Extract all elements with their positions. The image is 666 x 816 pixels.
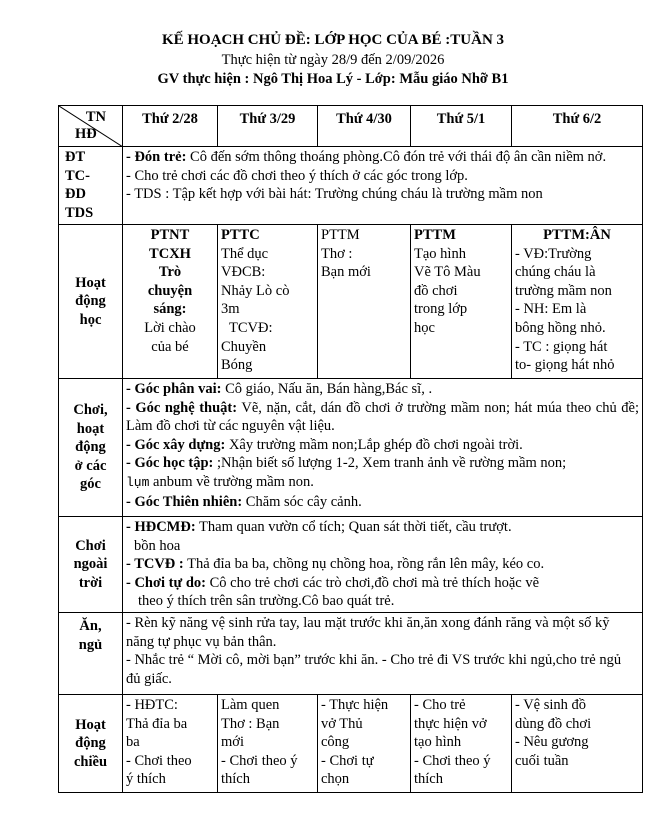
outdoor-content: - HĐCMĐ: Tham quan vườn cổ tích; Quan sát thời tiết, cầu trượt. bồn hoa - TCVĐ : Thả đỉa ba ba, chồng nụ chồng hoa, rồng rắn lên mây, kéo co. - Chơi tự do: Cô cho trẻ chơi các trò chơi,đồ chơi mà trẻ thích hoặc vẽ theo ý thích trên sân trường.Cô bao quát trẻ. — [123, 517, 643, 613]
row-corners — [59, 379, 643, 517]
learning-wed: PTTM Thơ : Bạn mới — [318, 225, 411, 379]
row-afternoon — [59, 694, 643, 792]
date-range: Thực hiện từ ngày 28/9 đến 2/09/2026 — [221, 52, 445, 68]
row-meal — [59, 612, 643, 694]
welcome-content: - Đón trẻ: Cô đến sớm thông thoáng phòng.Cô đón trẻ với thái độ ân cần niềm nở. - Cho trẻ chơi các đồ chơi theo ý thích ở các góc trong lớp. - TDS : Tập kết hợp với bài hát: Trường chúng cháu là trường mầm non — [123, 147, 643, 225]
day-header-mon: Thứ 2/28 — [123, 106, 218, 147]
day-header-fri: Thứ 6/2 — [512, 106, 643, 147]
corners-content: - Góc phân vai: Cô giáo, Nấu ăn, Bán hàng,Bác sĩ, . - Góc nghệ thuật: Vẽ, nặn, cắt, dán đồ chơi ở trường mầm non; hát múa theo chủ đề; Làm đồ chơi từ các nguyên vật liệu. - Góc xây dựng: Xây trường mầm non;Lắp ghép đồ chơi ngoài trời. - Góc học tập: ;Nhận biết số lượng 1-2, Xem tranh ảnh về rường mầm non; lụm anbum về trường mầm non. - Góc Thiên nhiên: Chăm sóc cây cảnh. — [123, 379, 643, 517]
learning-tue: PTTC Thể dục VĐCB: Nhảy Lò cò 3m TCVĐ: Chuyền Bóng — [218, 225, 318, 379]
corner-top-label: TN — [85, 109, 106, 125]
row-outdoor — [59, 517, 643, 613]
day-header-tue: Thứ 3/29 — [218, 106, 318, 147]
label-welcome: ĐT TC- ĐD TDS — [59, 147, 123, 225]
corner-bottom-label: HĐ — [75, 126, 97, 142]
day-header-wed: Thứ 4/30 — [318, 106, 411, 147]
header-row — [59, 106, 643, 147]
afternoon-thu: - Cho trẻ thực hiện vở tạo hình - Chơi theo ý thích — [411, 694, 512, 792]
label-learning: Hoạt động học — [59, 225, 123, 379]
label-afternoon: Hoạt động chiều — [59, 694, 123, 792]
afternoon-tue: Làm quen Thơ : Bạn mới - Chơi theo ý thích — [218, 694, 318, 792]
plan-title: KẾ HOẠCH CHỦ ĐỀ: LỚP HỌC CỦA BÉ :TUẦN 3 — [161, 32, 505, 48]
day-header-thu: Thứ 5/1 — [411, 106, 512, 147]
afternoon-mon: - HĐTC: Thả đỉa ba ba - Chơi theo ý thích — [123, 694, 218, 792]
label-corners: Chơi, hoạt động ở các góc — [59, 379, 123, 517]
weekly-plan-table — [58, 105, 643, 793]
label-outdoor: Chơi ngoài trời — [59, 517, 123, 613]
teacher-line: GV thực hiện : Ngô Thị Hoa Lý - Lớp: Mẫu giáo Nhỡ B1 — [157, 71, 509, 87]
row-welcome — [59, 147, 643, 225]
label-meal: Ăn, ngủ — [59, 612, 123, 694]
corner-cell — [59, 106, 123, 147]
learning-mon: PTNT TCXH Trò chuyện sáng: Lời chào của bé — [123, 225, 218, 379]
afternoon-fri: - Vệ sinh đồ dùng đồ chơi - Nêu gương cuối tuần — [512, 694, 643, 792]
meal-content: - Rèn kỹ năng vệ sinh rửa tay, lau mặt trước khi ăn,ăn xong đánh răng và một số kỹ năng tự phục vụ bản thân. - Nhắc trẻ “ Mời cô, mời bạn” trước khi ăn. - Cho trẻ đi VS trước khi ngủ,cho trẻ ngủ đủ giấc. — [123, 612, 643, 694]
row-learning — [59, 225, 643, 379]
afternoon-wed: - Thực hiện vở Thủ công - Chơi tự chọn — [318, 694, 411, 792]
learning-thu: PTTM Tạo hình Vẽ Tô Màu đồ chơi trong lớp học — [411, 225, 512, 379]
learning-fri: PTTM:ÂN - VĐ:Trường chúng cháu là trường mầm non - NH: Em là bông hồng nhỏ. - TC : giọng hát to- giọng hát nhỏ — [512, 225, 643, 379]
